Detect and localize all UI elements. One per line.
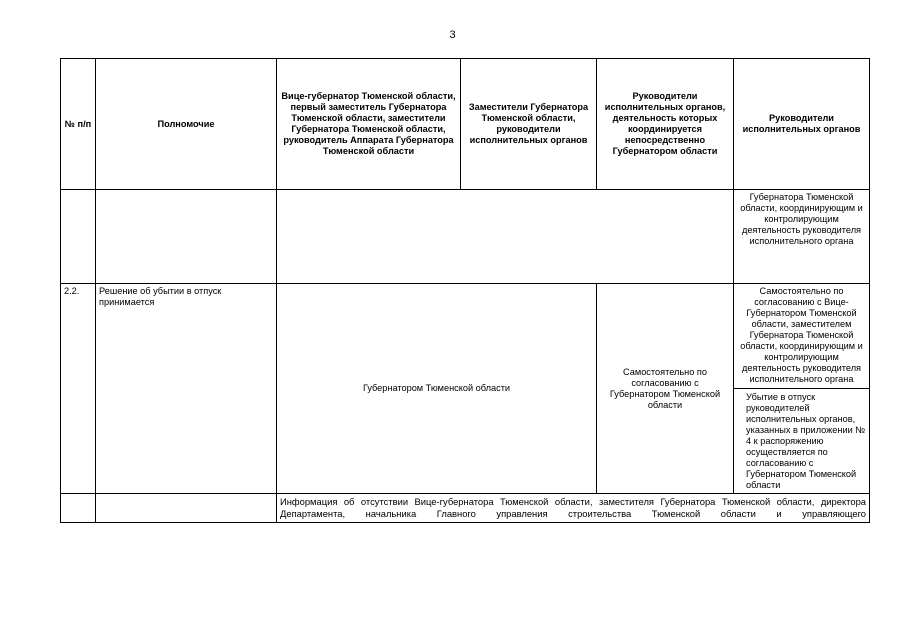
cell-info-text: Информация об отсутствии Вице-губернатора Тюменской области, заместителя Губернатора Тюменской области, директора Департамента, начальника Главного управления строительства Тюменской области и управляющего xyxy=(277,494,870,523)
cell-info-power-empty xyxy=(96,494,277,523)
cell-power: Решение об убытии в отпуск принимается xyxy=(96,284,277,494)
authority-table xyxy=(60,58,870,523)
header-coordinated-heads: Руководители исполнительных органов, деятельность которых координируется непосредственно Губернатором области xyxy=(597,59,734,190)
cell-merged-empty xyxy=(277,190,734,284)
cell-coordinated: Самостоятельно по согласованию с Губернатором Тюменской области xyxy=(597,284,734,494)
table-row-info xyxy=(61,494,870,523)
cell-heads xyxy=(734,284,870,494)
header-vice-governor: Вице-губернатор Тюменской области, первый заместитель Губернатора Тюменской области, заместители Губернатора Тюменской области, руководитель Аппарата Губернатора Тюменской области xyxy=(277,59,461,190)
header-num: № п/п xyxy=(61,59,96,190)
cell-num-empty xyxy=(61,190,96,284)
header-power: Полномочие xyxy=(96,59,277,190)
cell-info-num-empty xyxy=(61,494,96,523)
header-deputies: Заместители Губернатора Тюменской области, руководители исполнительных органов xyxy=(461,59,597,190)
table-row-continuation xyxy=(61,190,870,284)
cell-num: 2.2. xyxy=(61,284,96,494)
heads-text-secondary: Убытие в отпуск руководителей исполнительных органов, указанных в приложении № 4 к распоряжению осуществляется по согласованию с Губернатором Тюменской области xyxy=(746,392,866,490)
cell-merged-governor: Губернатором Тюменской области xyxy=(277,284,597,494)
cell-power-empty xyxy=(96,190,277,284)
cell-heads-continuation: Губернатора Тюменской области, координирующим и контролирующим деятельность руководителя исполнительного органа xyxy=(734,190,870,284)
table-header-row xyxy=(61,59,870,190)
heads-text-primary: Самостоятельно по согласованию с Вице-Губернатором Тюменской области, заместителем Губернатора Тюменской области, координирующим и контролирующим деятельность руководителя исполнительного органа xyxy=(734,284,869,389)
header-heads: Руководители исполнительных органов xyxy=(734,59,870,190)
table-row-2-2 xyxy=(61,284,870,494)
page-number: 3 xyxy=(449,29,456,41)
